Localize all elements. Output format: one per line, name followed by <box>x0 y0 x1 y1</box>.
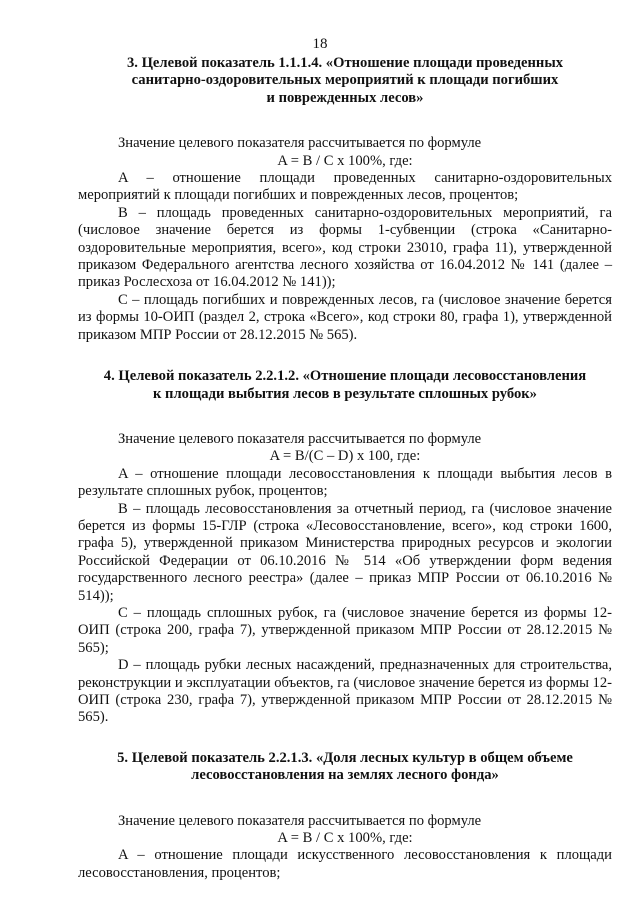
heading-line: к площади выбытия лесов в результате сплошных рубок» <box>153 385 537 402</box>
definition-paragraph: C – площадь сплошных рубок, га (числовое значение берется из формы 12-ОИП (строка 200, графа 7), утвержденной приказом МПР России от 28.12.2015 № 565); <box>78 604 612 656</box>
document-body <box>78 55 612 882</box>
formula-intro: Значение целевого показателя рассчитывается по формуле <box>118 135 482 152</box>
formula-intro: Значение целевого показателя рассчитывается по формуле <box>118 430 482 447</box>
formula: A = B / C x 100%, где: <box>277 152 413 169</box>
definition-paragraph: B – площадь проведенных санитарно-оздоровительных мероприятий, га (числовое значение берется из формы 1-субвенции (строка «Санитарно-оздоровительные мероприятия, всего», код строки 23010, графа 11), утвержденной приказом Федерального агентства лесного хозяйства от 16.04.2012 № 141 (далее – приказ Рослесхоза от 16.04.2012 № 141)); <box>78 204 612 291</box>
formula: A = B / C x 100%, где: <box>277 830 413 847</box>
heading-line: 4. Целевой показатель 2.2.1.2. «Отношение площади лесовосстановления <box>103 368 587 385</box>
heading-line: 5. Целевой показатель 2.2.1.3. «Доля лесных культур в общем объеме <box>117 749 573 766</box>
section-heading <box>78 750 612 785</box>
definition-paragraph: A – отношение площади проведенных санитарно-оздоровительных мероприятий к площади погибших и поврежденных лесов, процентов; <box>78 170 612 204</box>
definition-paragraph: B – площадь лесовосстановления за отчетный период, га (числовое значение берется из формы 15-ГЛР (строка «Лесовосстановление, всего», код строки 1600, графа 5), утвержденной приказом Министерства природных ресурсов и экологии Российской Федерации от 06.10.2016 № 514 «Об утверждении форм ведения государственного лесного реестра» (далее – приказ МПР России от 06.10.2016 № 514)); <box>78 500 612 604</box>
formula: A = B/(C – D) x 100, где: <box>269 448 421 465</box>
section-indicator-3 <box>78 55 612 344</box>
page-number: 18 <box>312 36 328 52</box>
heading-line: 3. Целевой показатель 1.1.1.4. «Отношение площади проведенных <box>126 55 564 71</box>
definition-paragraph: C – площадь погибших и поврежденных лесов, га (числовое значение берется из формы 10-ОИП (раздел 2, строка «Всего», код строки 80, графа 1), утвержденной приказом МПР России от 28.12.2015 № 565). <box>78 291 612 343</box>
section-indicator-4 <box>78 368 612 727</box>
definition-paragraph: D – площадь рубки лесных насаждений, предназначенных для строительства, реконструкции и эксплуатации объектов, га (числовое значение берется из формы 12-ОИП (строка 230, графа 7), утвержденной приказом МПР России от 28.12.2015 № 565). <box>78 657 612 726</box>
heading-line: лесовосстановления на землях лесного фонда» <box>191 767 499 784</box>
heading-line: и поврежденных лесов» <box>266 89 424 106</box>
section-indicator-5 <box>78 750 612 882</box>
section-heading <box>78 368 612 403</box>
formula-intro: Значение целевого показателя рассчитывается по формуле <box>118 812 482 829</box>
definition-paragraph: A – отношение площади лесовосстановления к площади выбытия лесов в результате сплошных рубок, процентов; <box>78 465 612 500</box>
heading-line: санитарно-оздоровительных мероприятий к площади погибших <box>131 72 559 89</box>
definition-paragraph: A – отношение площади искусственного лесовосстановления к площади лесовосстановления, процентов; <box>78 847 612 881</box>
section-heading <box>78 55 612 107</box>
